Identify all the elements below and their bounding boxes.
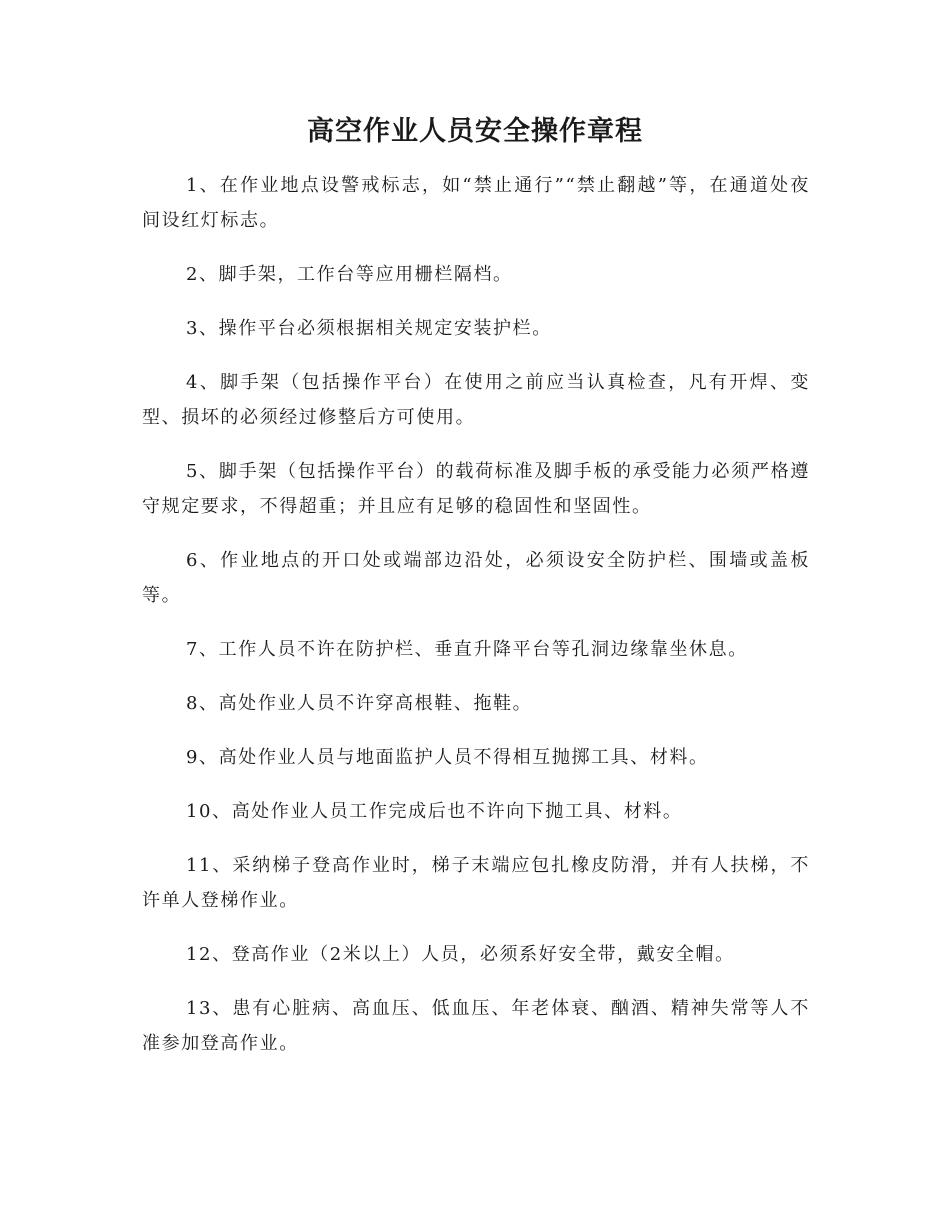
rule-item-1: 1、在作业地点设警戒标志，如“禁止通行”“禁止翻越”等，在通道处夜间设红灯标志。 bbox=[142, 175, 810, 231]
rule-item-2: 2、脚手架，工作台等应用栅栏隔档。 bbox=[186, 264, 513, 285]
document-title: 高空作业人员安全操作章程 bbox=[307, 116, 643, 147]
rule-item-10: 10、高处作业人员工作完成后也不许向下抛工具、材料。 bbox=[186, 801, 683, 822]
document-body bbox=[142, 168, 810, 1080]
rule-item-13: 13、患有心脏病、高血压、低血压、年老体衰、酗酒、精神失常等人不准参加登高作业。 bbox=[142, 998, 810, 1054]
rule-item-12: 12、登高作业（2米以上）人员，必须系好安全带，戴安全帽。 bbox=[186, 944, 735, 965]
rule-item-6: 6、作业地点的开口处或端部边沿处，必须设安全防护栏、围墙或盖板等。 bbox=[142, 550, 810, 606]
rule-item-7: 7、工作人员不许在防护栏、垂直升降平台等孔洞边缘靠坐休息。 bbox=[186, 639, 748, 660]
rule-item-4: 4、脚手架（包括操作平台）在使用之前应当认真检查，凡有开焊、变型、损坏的必须经过修整后方可使用。 bbox=[142, 372, 810, 428]
rule-item-5: 5、脚手架（包括操作平台）的载荷标准及脚手板的承受能力必须严格遵守规定要求，不得超重；并且应有足够的稳固性和坚固性。 bbox=[142, 461, 810, 517]
rule-item-9: 9、高处作业人员与地面监护人员不得相互抛掷工具、材料。 bbox=[186, 747, 709, 768]
rule-item-11: 11、采纳梯子登高作业时，梯子末端应包扎橡皮防滑，并有人扶梯，不许单人登梯作业。 bbox=[142, 855, 810, 911]
rule-item-8: 8、高处作业人员不许穿高根鞋、拖鞋。 bbox=[186, 693, 533, 714]
rule-item-3: 3、操作平台必须根据相关规定安装护栏。 bbox=[186, 318, 552, 339]
